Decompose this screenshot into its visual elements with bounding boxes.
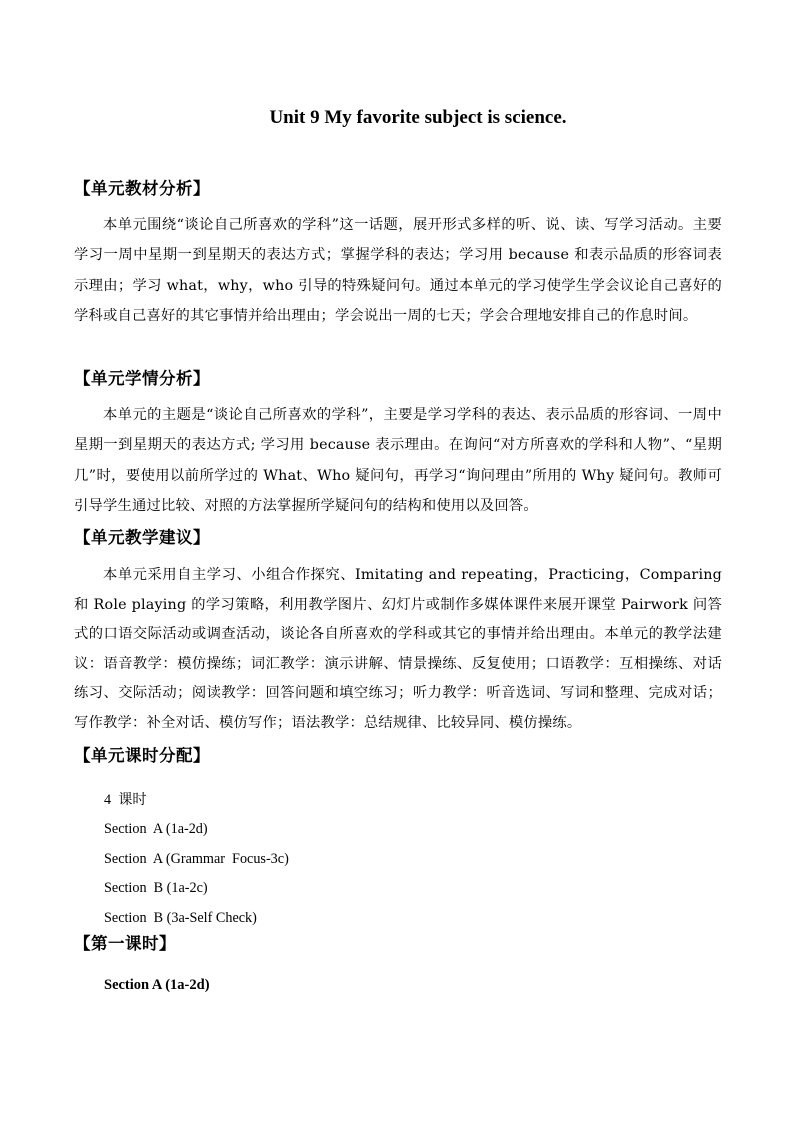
section-heading-lesson-allocation: 【单元课时分配】 [74, 746, 210, 765]
section-heading-student-analysis: 【单元学情分析】 [74, 369, 210, 388]
paragraph-student-analysis: 本单元的主题是“谈论自己所喜欢的学科”，主要是学习学科的表达、表示品质的形容词、一周中星期一到星期天的表达方式; 学习用 because 表示理由。在询问“对方所喜欢的学科和人物”、“星期几”时，要使用以前所学过的 What、Who 疑问句，再学习“询问理由”所用的 Why 疑问句。教师可引导学生通过比较、对照的方法掌握所学疑问句的结构和使用以及回答。 [74, 407, 722, 515]
first-lesson-subheading: Section A (1a-2d) [104, 977, 210, 993]
lesson-allocation-list [104, 786, 289, 933]
paragraph-textbook-analysis: 本单元围绕“谈论自己所喜欢的学科”这一话题，展开形式多样的听、说、读、写学习活动。主要学习一周中星期一到星期天的表达方式；掌握学科的表达；学习用 because 和表示品质的形容词表示理由；学习 what，why，who 引导的特殊疑问句。通过本单元的学习使学生学会议论自己喜好的学科或自己喜好的其它事情并给出理由；学会说出一周的七天；学会合理地安排自己的作息时间。 [74, 217, 722, 325]
list-item: Section B (1a-2c) [104, 880, 208, 897]
section-heading-teaching-suggestions: 【单元教学建议】 [74, 528, 210, 547]
section-heading-textbook-analysis: 【单元教材分析】 [74, 179, 210, 198]
list-item: Section A (Grammar Focus-3c) [104, 850, 289, 867]
paragraph-teaching-suggestions: 本单元采用自主学习、小组合作探究、Imitating and repeating，Practicing，Comparing 和 Role playing 的学习策略，利用教学图片、幻灯片或制作多媒体课件来展开课堂 Pairwork 问答式的口语交际活动或调查活动，谈论各自所喜欢的学科或其它的事情并给出理由。本单元的教学法建议：语音教学：模仿操练；词汇教学：演示讲解、情景操练、反复使用；口语教学：互相操练、对话练习、交际活动；阅读教学：回答问题和填空练习；听力教学：听音选词、写词和整理、完成对话；写作教学：补全对话、模仿写作；语法教学：总结规律、比较异同、模仿操练。 [74, 567, 722, 731]
list-item: Section B (3a-Self Check) [104, 909, 257, 926]
list-item: Section A (1a-2d) [104, 821, 208, 838]
list-item: 4 课时 [104, 792, 147, 808]
document-title: Unit 9 My favorite subject is science. [269, 107, 567, 128]
section-heading-first-lesson: 【第一课时】 [74, 934, 176, 953]
